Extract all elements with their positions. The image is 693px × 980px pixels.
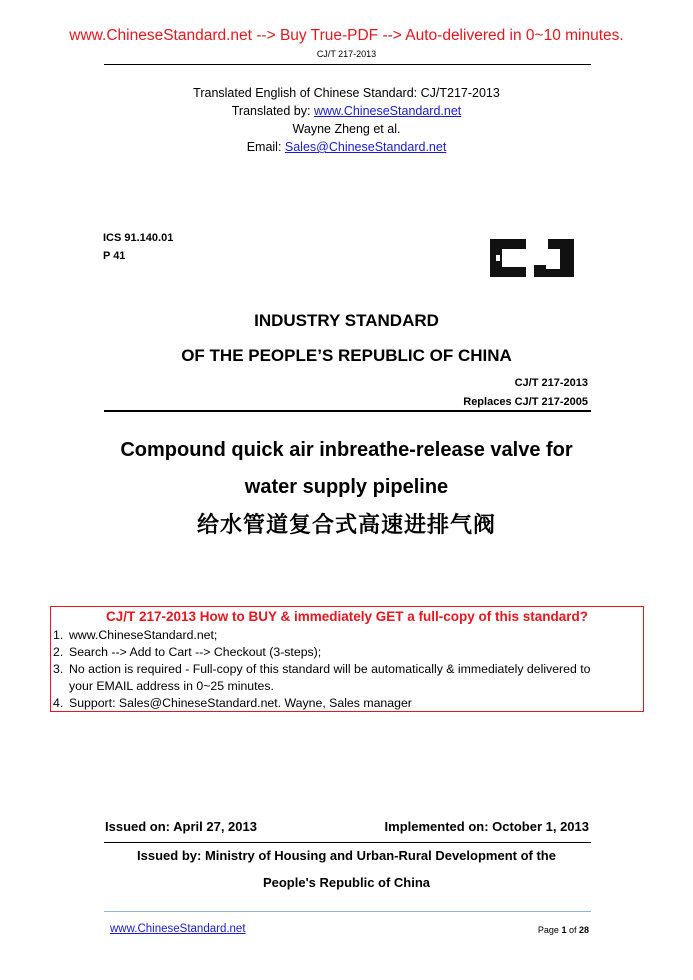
step-text: your EMAIL address in 0~25 minutes.: [69, 679, 274, 693]
issued-date: Issued on: April 27, 2013: [105, 819, 257, 834]
page-indicator: [538, 925, 589, 935]
translated-by-label: Translated by:: [231, 104, 314, 118]
english-title-line1: Compound quick air inbreathe-release valve for: [120, 439, 573, 461]
step-text[interactable]: www.ChineseStandard.net;: [69, 628, 218, 642]
replaces-note: Replaces CJ/T 217-2005: [463, 396, 588, 408]
buy-step: [53, 662, 590, 676]
step-text: Support: Sales@ChineseStandard.net. Wayne, Sales manager: [69, 696, 412, 710]
translators: Wayne Zheng et al.: [292, 122, 401, 136]
page-label: Page: [537, 925, 562, 935]
footer-link[interactable]: www.ChineseStandard.net: [110, 923, 246, 935]
translator-link[interactable]: www.ChineseStandard.net: [313, 104, 462, 118]
standard-number: CJ/T 217-2013: [514, 377, 588, 389]
cj-logo: [486, 235, 576, 281]
footer-divider: [104, 911, 591, 912]
step-number: 2.: [53, 645, 64, 659]
step-number: 3.: [53, 662, 64, 676]
top-banner[interactable]: www.ChineseStandard.net --> Buy True-PDF --> Auto-delivered in 0~10 minutes.: [69, 27, 624, 44]
title-divider: [104, 410, 591, 412]
email-label: Email:: [246, 140, 285, 154]
page-of: of: [566, 925, 579, 935]
buy-step: [53, 628, 217, 642]
industry-standard-title: INDUSTRY STANDARD: [254, 311, 439, 330]
step-number: 1.: [53, 628, 64, 642]
chinese-title: 给水管道复合式高速进排气阀: [196, 512, 496, 537]
email-link[interactable]: Sales@ChineseStandard.net: [284, 140, 447, 154]
buy-instructions-box: [50, 606, 644, 712]
implemented-date: Implemented on: October 1, 2013: [384, 819, 589, 834]
header-divider: [104, 64, 591, 65]
buy-step: [53, 696, 412, 710]
step-text: No action is required - Full-copy of this standard will be automatically & immediately delivered to: [69, 662, 591, 676]
translated-by: [0, 104, 693, 118]
page-total: 28: [578, 925, 589, 935]
english-title-line2: water supply pipeline: [244, 476, 449, 498]
translation-line: Translated English of Chinese Standard: CJ/T217-2013: [193, 86, 500, 100]
step-text: Search --> Add to Cart --> Checkout (3-steps);: [69, 645, 322, 659]
step-number: 4.: [53, 696, 64, 710]
buy-step: [53, 645, 321, 659]
email-line: [0, 140, 693, 154]
header-code: CJ/T 217-2013: [316, 49, 377, 59]
dates-divider: [104, 842, 591, 843]
page-number: 1: [561, 925, 567, 935]
issuer-line2: People's Republic of China: [262, 875, 431, 890]
buy-heading: CJ/T 217-2013 How to BUY & immediately GET a full-copy of this standard?: [105, 609, 589, 624]
issuer-line1: Issued by: Ministry of Housing and Urban-Rural Development of the: [137, 848, 556, 863]
ics-code: ICS 91.140.01: [103, 232, 174, 244]
buy-step-continuation: [69, 679, 274, 693]
prc-title: OF THE PEOPLE’S REPUBLIC OF CHINA: [181, 346, 512, 365]
p-code: P 41: [103, 250, 126, 262]
